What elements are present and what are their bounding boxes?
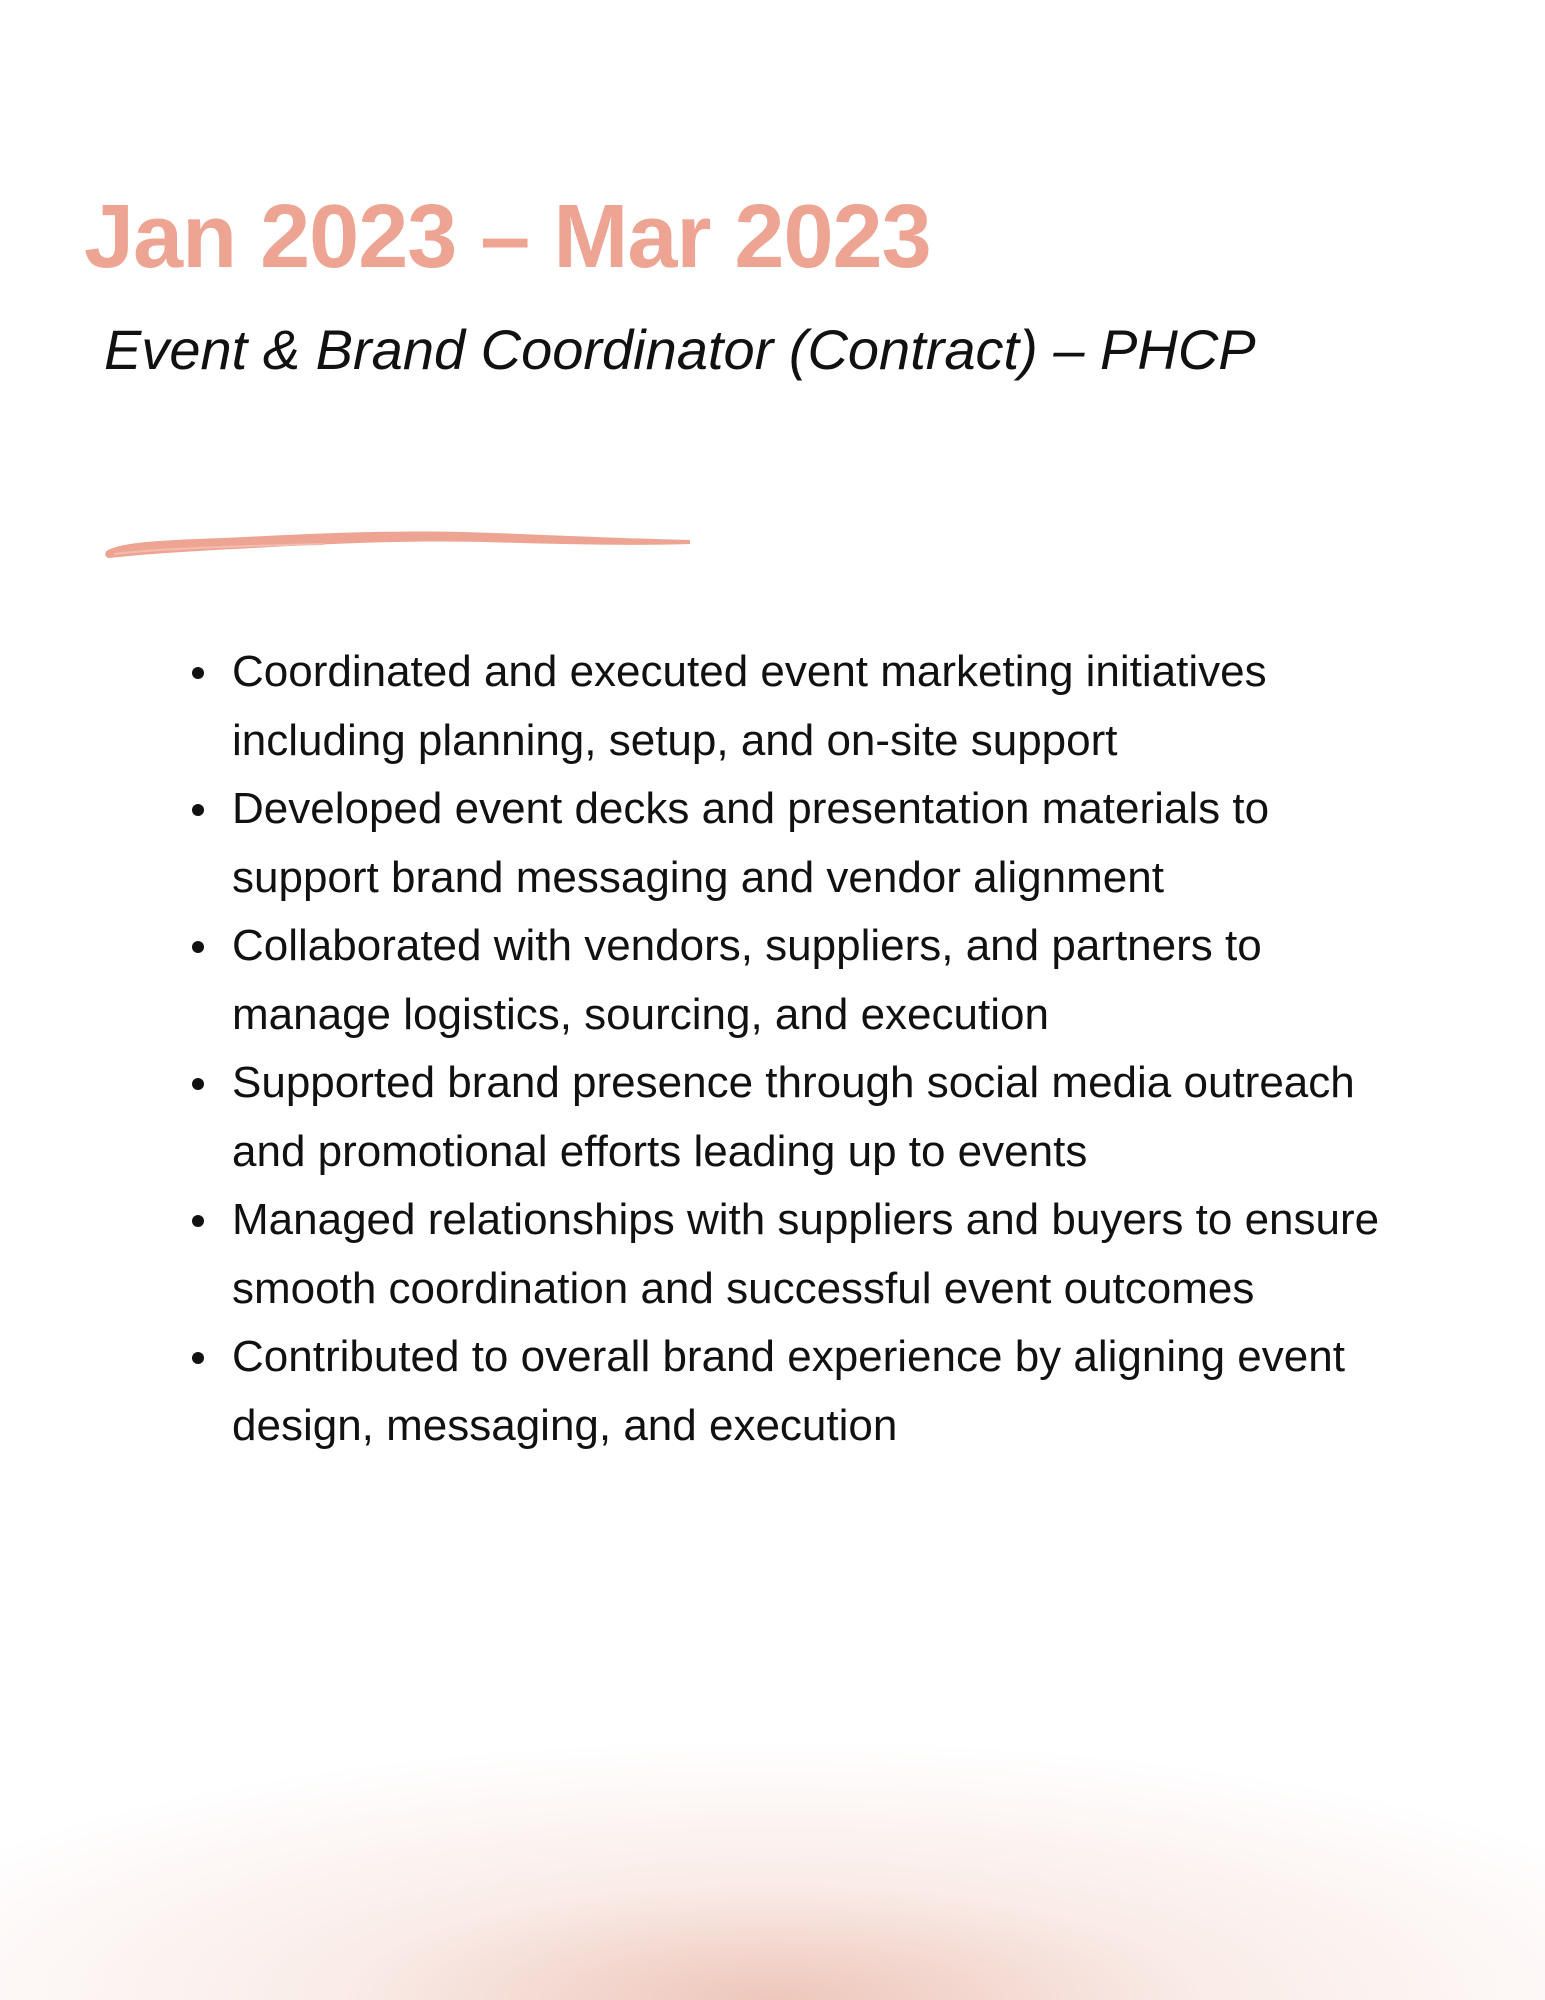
list-item xyxy=(232,1323,1412,1460)
list-item xyxy=(232,1186,1412,1323)
bullet-icon xyxy=(192,1078,204,1090)
bullet-icon xyxy=(192,1352,204,1364)
list-item-text: Supported brand presence through social media outreach and promotional efforts leading up to events xyxy=(232,1058,1355,1176)
list-item-text: Contributed to overall brand experience by aligning event design, messaging, and execution xyxy=(232,1332,1345,1450)
list-item-text: Coordinated and executed event marketing initiatives including planning, setup, and on-site support xyxy=(232,647,1267,765)
bullet-icon xyxy=(192,941,204,953)
list-item xyxy=(232,775,1412,912)
bottom-gradient-decoration xyxy=(0,1740,1545,2000)
list-item-text: Collaborated with vendors, suppliers, and partners to manage logistics, sourcing, and execution xyxy=(232,921,1262,1039)
job-title: Event & Brand Coordinator (Contract) – PHCP xyxy=(104,318,1256,381)
list-item-text: Developed event decks and presentation materials to support brand messaging and vendor alignment xyxy=(232,784,1270,902)
list-item xyxy=(232,638,1412,775)
brush-stroke-divider xyxy=(104,520,694,564)
bullet-icon xyxy=(192,1215,204,1227)
bullet-icon xyxy=(192,804,204,816)
bullet-icon xyxy=(192,667,204,679)
date-range-heading: Jan 2023 – Mar 2023 xyxy=(84,187,931,287)
list-item-text: Managed relationships with suppliers and buyers to ensure smooth coordination and successful event outcomes xyxy=(232,1195,1380,1313)
list-item xyxy=(232,912,1412,1049)
list-item xyxy=(232,1049,1412,1186)
responsibilities-list xyxy=(232,638,1412,1460)
